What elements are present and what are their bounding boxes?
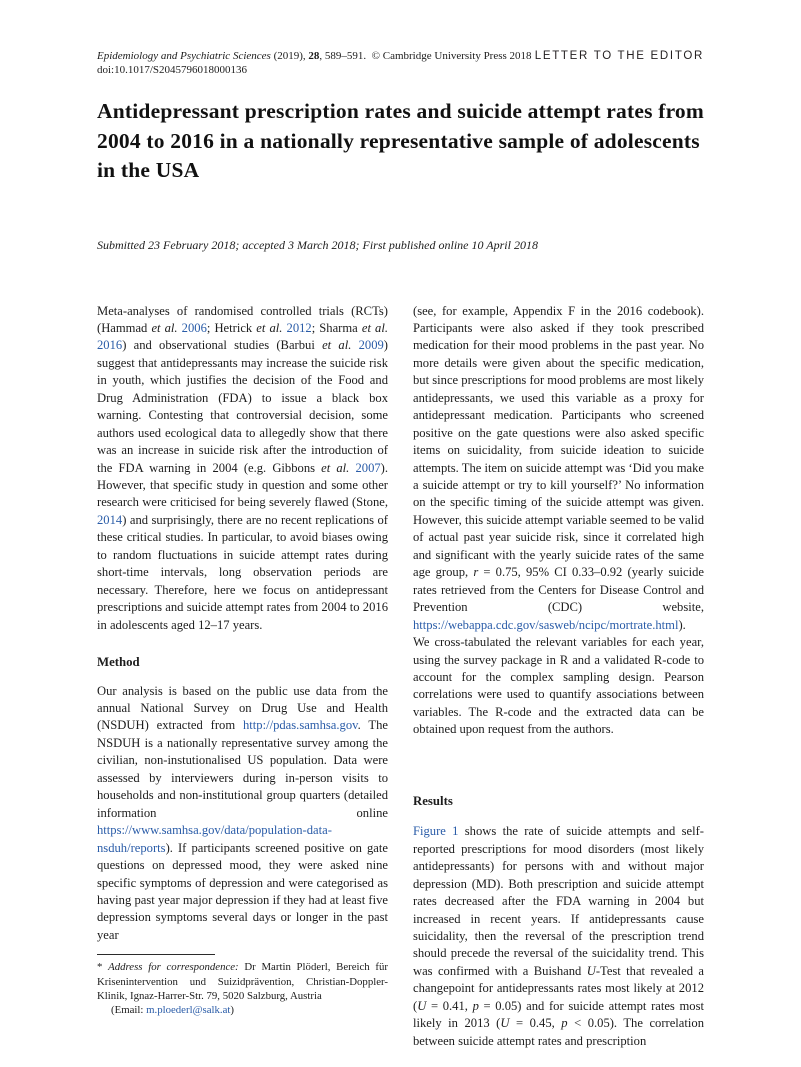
inline-link[interactable]: 2016 [97, 338, 123, 353]
italic-text: et al. [321, 460, 350, 475]
footnote-email: (Email: m.ploederl@salk.at) [111, 1004, 235, 1017]
inline-link[interactable]: https://www.samhsa.gov/data/population-data-nsduh/reports [97, 823, 332, 855]
doi: doi:10.1017/S2045796018000136 [97, 64, 248, 76]
journal-citation: Epidemiology and Psychiatric Sciences (2019), 28, 589–591. © Cambridge University Press 2018 [97, 50, 532, 62]
body-right-column [413, 303, 704, 1051]
section-label: LETTER TO THE EDITOR [534, 50, 704, 62]
body-paragraph: Figure 1 shows the rate of suicide attempts and self-reported prescriptions for mood disorders (most likely antidepressants) for persons with and without major depression (MD). Both prescription and suicide attempt rates decreased after the FDA warning in 2004 but increased in recent years. If antidepressants cause suicidality, then the reversal of the prescription trend should precede the reversal of the suicidality trend. This was confirmed with a Buishand U-Test that revealed a changepoint for antidepressants rates most likely at 2012 (U = 0.41, p = 0.05) and for suicide attempt rates most likely in 2013 (U = 0.45, p < 0.05). The correlation between suicide attempt rates and prescription [413, 824, 705, 1048]
bold-text: 28 [308, 50, 320, 62]
inline-link[interactable]: 2014 [97, 512, 123, 527]
italic-text: U [500, 1016, 510, 1031]
inline-link[interactable]: 2009 [358, 338, 384, 353]
body-left-column [97, 303, 388, 1051]
page-header [97, 50, 704, 77]
body-paragraph: Our analysis is based on the public use data from the annual National Survey on Drug Use and Health (NSDUH) extracted from http://pdas.samhsa.gov. The NSDUH is a nationally representative survey among the civilian, non-instutionalised US population. Data were assessed by interviewers during in-person visits to households and non-institutional group quarters (detailed information online https://www.samhsa.gov/data/population-data-nsduh/reports). If participants screened positive on gate questions on depressed mood, they were asked nine specific symptoms of depression and were categorised as having past year major depression if they had at least five depression symptoms several days or longer in the past year [97, 683, 388, 942]
italic-text: U [417, 998, 427, 1013]
inline-link[interactable]: https://webappa.cdc.gov/sasweb/ncipc/mortrate.html [413, 617, 679, 632]
italic-text: r [473, 565, 479, 580]
footnote [97, 954, 388, 1017]
italic-text: U [586, 963, 596, 978]
inline-link[interactable]: http://pdas.samhsa.gov [243, 718, 358, 733]
meta-row [97, 50, 704, 63]
italic-text: et al. [151, 320, 178, 335]
article-body [97, 303, 704, 1051]
body-paragraph: Meta-analyses of randomised controlled trials (RCTs) (Hammad et al. 2006; Hetrick et al. 2012; Sharma et al. 2016) and observational studies (Barbui et al. 2009) suggest that antidepressants may increase the suicide risk in youth, which justifies the decision of the Food and Drug Administration (FDA) to issue a black box warning. Contesting that controversial decision, some authors used ecological data to allegedly show that there was an increase in suicide risk after the introduction of the FDA warning in 2004 (e.g. Gibbons et al. 2007). However, that specific study in question and some other research were criticised for being severely flawed (Stone, 2014) and surprisingly, there are no recent replications of these critical studies. In particular, to avoid biases owing to random fluctuations in suicide attempt rates during short-time intervals, long observation periods are necessary. Therefore, here we focus on antidepressant prescriptions and suicide attempt rates from 2004 to 2016 in adolescents aged 12–17 years. [97, 303, 388, 632]
italic-text: Address for correspondence: [108, 961, 239, 974]
italic-text: et al. [256, 320, 283, 335]
section-heading: Method [97, 655, 140, 670]
inline-link[interactable]: m.ploederl@salk.at [146, 1004, 231, 1017]
body-paragraph: (see, for example, Appendix F in the 2016 codebook). Participants were also asked if they took prescribed medication for their mood problems in the past year. No more details were given about the specific medication, but since prescriptions for mood problems are most likely antidepressants, we used this variable as a proxy for antidepressant medication. Participants who screened positive on the gate questions were also asked specific items on suicidality, from suicide ideation to suicide attempts. The item on suicide attempt was ‘Did you make a suicide attempt or try to kill yourself?’ No information on the specific timing of the suicide attempt was given. However, this suicide attempt variable seemed to be valid of actual past year suicide risk, since it correlated high and significant with the yearly suicide rates of the same age group, r = 0.75, 95% CI 0.33–0.92 (yearly suicide rates retrieved from the Centers for Disease Control and Prevention (CDC) website, https://webappa.cdc.gov/sasweb/ncipc/mortrate.html). We cross-tabulated the relevant variables for each year, using the survey package in R and a validated R-code to account for the complex sampling design. Pearson correlations were used to quantify associations between variables. The R-code and the extracted data can be obtained upon request from the authors. [413, 303, 704, 737]
inline-link[interactable]: Figure 1 [413, 824, 459, 839]
footnote-address: * Address for correspondence: Dr Martin Plöderl, Bereich für Krisenintervention und Suizidprävention, Christian-Doppler-Klinik, Ignaz-Harrer-Str. 79, 5020 Salzburg, Austria [97, 961, 388, 1002]
italic-text: et al. [361, 320, 388, 335]
inline-link[interactable]: 2012 [286, 320, 312, 335]
submission-dates: Submitted 23 February 2018; accepted 3 March 2018; First published online 10 April 2018 [97, 237, 538, 252]
italic-text: et al. [322, 338, 352, 353]
article-title: Antidepressant prescription rates and suicide attempt rates from 2004 to 2016 in a nationally representative sample of adolescents in the USA [97, 99, 704, 182]
inline-link[interactable]: 2006 [181, 320, 207, 335]
footnote-rule [97, 954, 215, 955]
inline-link[interactable]: 2007 [355, 460, 381, 475]
italic-text: p [472, 998, 479, 1013]
italic-text: p [561, 1016, 568, 1031]
italic-text: Epidemiology and Psychiatric Sciences [97, 50, 271, 62]
section-heading: Results [413, 793, 453, 808]
